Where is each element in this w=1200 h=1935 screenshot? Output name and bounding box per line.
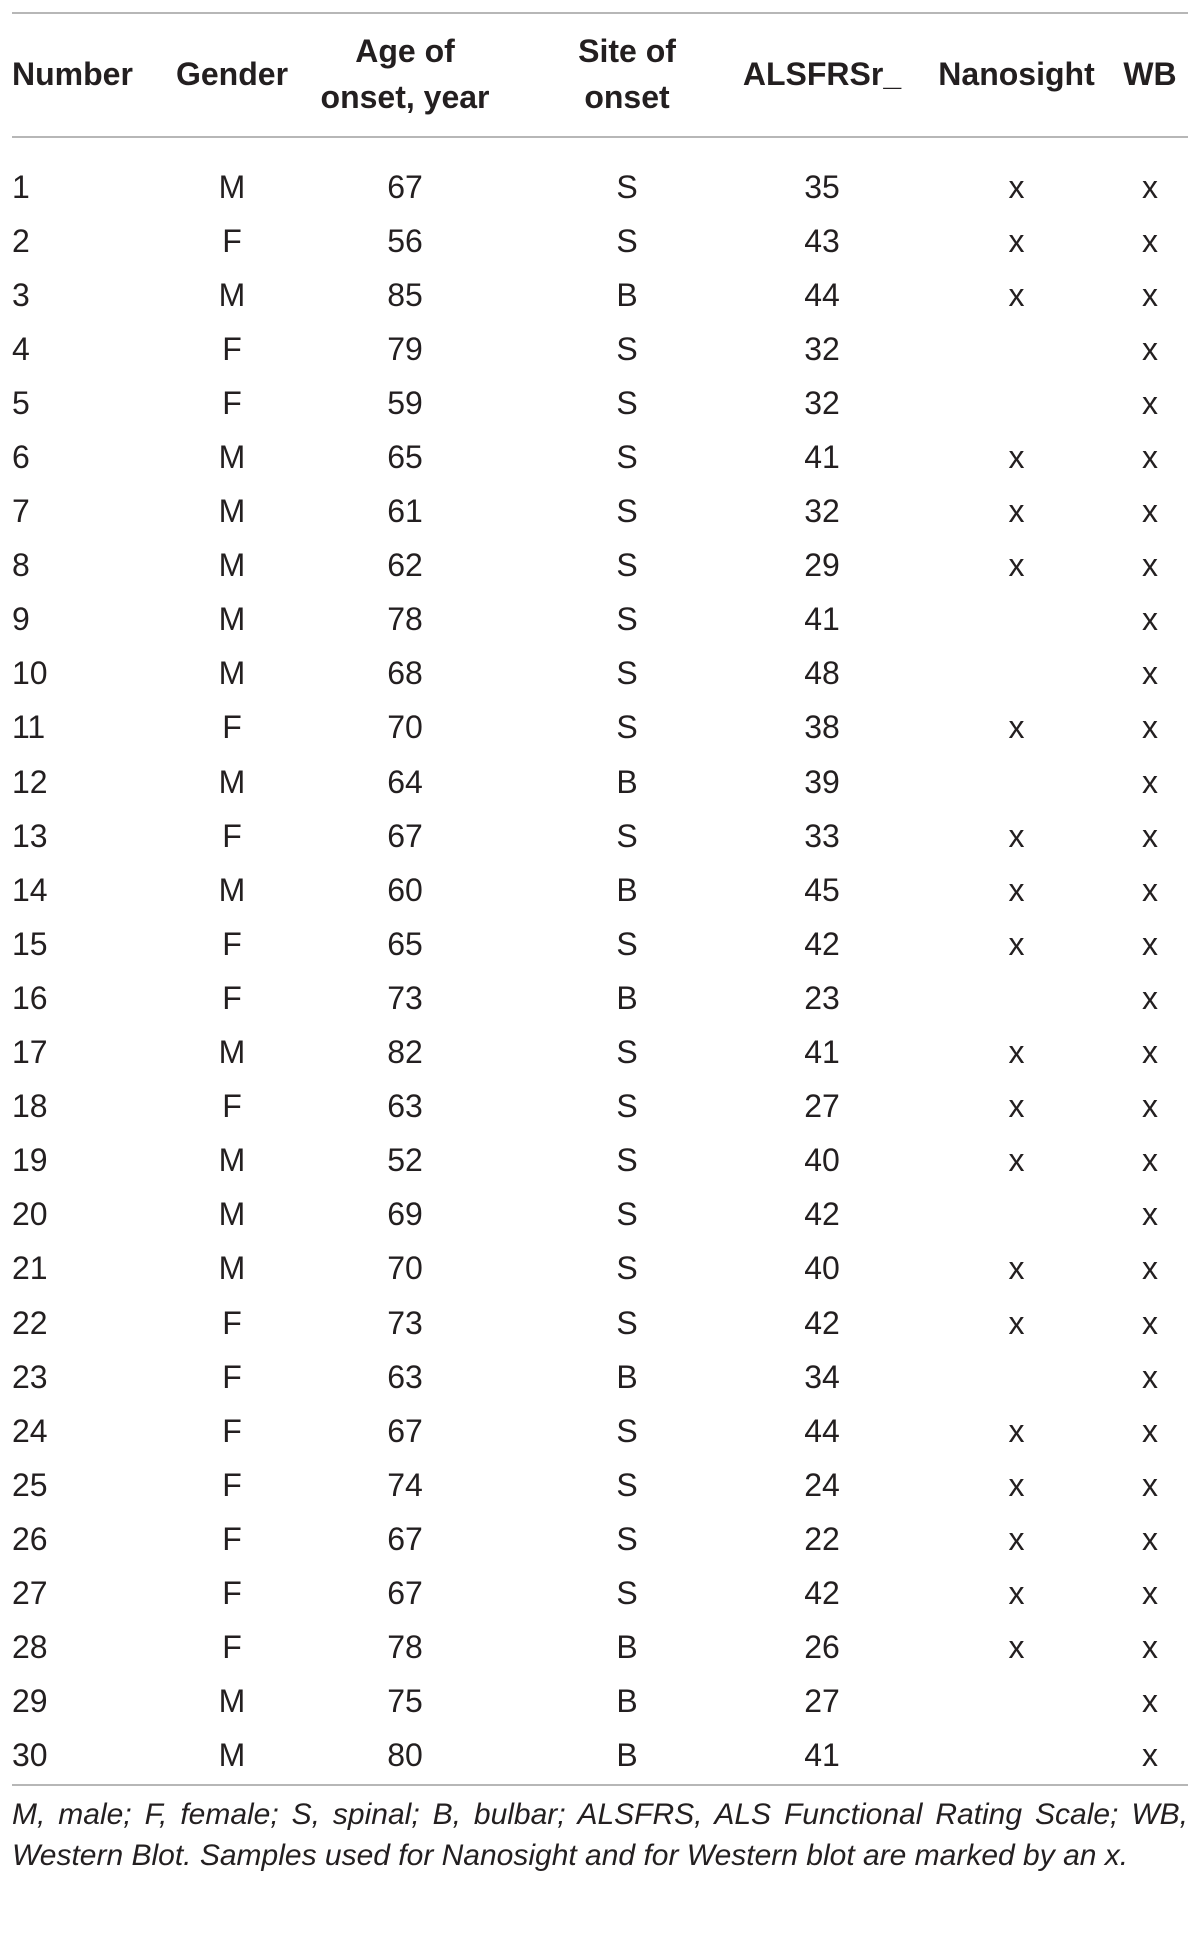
cell-nanosight: x xyxy=(1008,1466,1025,1503)
cell-site-of-onset: B xyxy=(616,1629,638,1666)
cell-site-of-onset: S xyxy=(616,1520,638,1557)
cell-gender: M xyxy=(218,1142,246,1179)
table-row xyxy=(12,1026,1188,1080)
cell-site-of-onset: S xyxy=(616,1088,638,1125)
cell-alsfrs: 42 xyxy=(804,925,840,962)
cell-age-of-onset: 73 xyxy=(387,1304,423,1341)
cell-site-of-onset: S xyxy=(616,601,638,638)
cell-gender: M xyxy=(218,763,246,800)
cell-age-of-onset: 70 xyxy=(387,1250,423,1287)
cell-site-of-onset: B xyxy=(616,276,638,313)
table-row xyxy=(12,376,1188,430)
cell-age-of-onset: 70 xyxy=(387,709,423,746)
cell-nanosight xyxy=(924,593,1109,647)
cell-wb: x xyxy=(1142,1304,1158,1341)
cell-site-of-onset: S xyxy=(616,655,638,692)
cell-alsfrs: 41 xyxy=(804,1034,840,1071)
cell-nanosight: x xyxy=(1008,276,1025,313)
cell-gender: F xyxy=(222,1520,242,1557)
cell-number: 27 xyxy=(12,1574,48,1611)
cell-number: 14 xyxy=(12,871,48,908)
cell-nanosight xyxy=(924,971,1109,1025)
table-row xyxy=(12,322,1188,376)
cell-nanosight: x xyxy=(1008,709,1025,746)
cell-nanosight: x xyxy=(1008,1250,1025,1287)
cell-wb: x xyxy=(1142,601,1158,638)
cell-alsfrs: 40 xyxy=(804,1250,840,1287)
cell-site-of-onset: B xyxy=(616,1683,638,1720)
cell-number: 20 xyxy=(12,1196,48,1233)
cell-wb: x xyxy=(1142,979,1158,1016)
cell-site-of-onset: S xyxy=(616,817,638,854)
table-row xyxy=(12,1675,1188,1729)
table-row xyxy=(12,1080,1188,1134)
table-row xyxy=(12,1621,1188,1675)
cell-gender: M xyxy=(218,601,246,638)
table-body xyxy=(12,160,1188,1783)
cell-alsfrs: 34 xyxy=(804,1358,840,1395)
cell-age-of-onset: 56 xyxy=(387,222,423,259)
cell-number: 22 xyxy=(12,1304,48,1341)
cell-site-of-onset: S xyxy=(616,925,638,962)
cell-site-of-onset: S xyxy=(616,1250,638,1287)
cell-age-of-onset: 78 xyxy=(387,1629,423,1666)
cell-alsfrs: 42 xyxy=(804,1196,840,1233)
cell-nanosight: x xyxy=(1008,925,1025,962)
cell-alsfrs: 39 xyxy=(804,763,840,800)
cell-alsfrs: 40 xyxy=(804,1142,840,1179)
cell-age-of-onset: 60 xyxy=(387,871,423,908)
table-row xyxy=(12,1188,1188,1242)
cell-nanosight: x xyxy=(1008,1520,1025,1557)
cell-wb: x xyxy=(1142,547,1158,584)
cell-wb: x xyxy=(1142,168,1158,205)
cell-site-of-onset: S xyxy=(616,168,638,205)
cell-number: 29 xyxy=(12,1683,48,1720)
cell-site-of-onset: S xyxy=(616,1034,638,1071)
cell-alsfrs: 23 xyxy=(804,979,840,1016)
cell-nanosight: x xyxy=(1008,493,1025,530)
cell-number: 16 xyxy=(12,979,48,1016)
cell-number: 28 xyxy=(12,1629,48,1666)
cell-gender: F xyxy=(222,222,242,259)
table-row xyxy=(12,160,1188,214)
cell-wb: x xyxy=(1142,1683,1158,1720)
cell-gender: M xyxy=(218,1250,246,1287)
cell-nanosight xyxy=(924,1675,1109,1729)
cell-gender: F xyxy=(222,330,242,367)
cell-alsfrs: 38 xyxy=(804,709,840,746)
cell-nanosight xyxy=(924,322,1109,376)
cell-age-of-onset: 63 xyxy=(387,1358,423,1395)
cell-number: 13 xyxy=(12,817,48,854)
cell-wb: x xyxy=(1142,1196,1158,1233)
cell-number: 19 xyxy=(12,1142,48,1179)
cell-nanosight xyxy=(924,1729,1109,1783)
cell-alsfrs: 22 xyxy=(804,1520,840,1557)
table-bottom-rule xyxy=(12,1784,1188,1786)
cell-alsfrs: 45 xyxy=(804,871,840,908)
cell-age-of-onset: 67 xyxy=(387,817,423,854)
cell-site-of-onset: S xyxy=(616,330,638,367)
cell-age-of-onset: 69 xyxy=(387,1196,423,1233)
cell-wb: x xyxy=(1142,493,1158,530)
table-row xyxy=(12,1404,1188,1458)
cell-number: 23 xyxy=(12,1358,48,1395)
cell-gender: F xyxy=(222,384,242,421)
cell-site-of-onset: B xyxy=(616,1737,638,1774)
table-row xyxy=(12,485,1188,539)
cell-nanosight xyxy=(924,1188,1109,1242)
header-nanosight: Nanosight xyxy=(938,56,1095,92)
cell-gender: M xyxy=(218,168,246,205)
table-row xyxy=(12,971,1188,1025)
cell-wb: x xyxy=(1142,1412,1158,1449)
table-row xyxy=(12,1350,1188,1404)
cell-alsfrs: 32 xyxy=(804,493,840,530)
cell-site-of-onset: B xyxy=(616,871,638,908)
cell-nanosight: x xyxy=(1008,168,1025,205)
cell-site-of-onset: S xyxy=(616,222,638,259)
cell-site-of-onset: S xyxy=(616,547,638,584)
cell-number: 26 xyxy=(12,1520,48,1557)
cell-age-of-onset: 68 xyxy=(387,655,423,692)
cell-gender: M xyxy=(218,1683,246,1720)
cell-alsfrs: 32 xyxy=(804,384,840,421)
cell-number: 9 xyxy=(12,601,30,638)
cell-age-of-onset: 67 xyxy=(387,1520,423,1557)
table-row xyxy=(12,1566,1188,1620)
cell-gender: M xyxy=(218,547,246,584)
cell-number: 8 xyxy=(12,547,30,584)
cell-alsfrs: 32 xyxy=(804,330,840,367)
cell-wb: x xyxy=(1142,763,1158,800)
cell-age-of-onset: 74 xyxy=(387,1466,423,1503)
table-row xyxy=(12,917,1188,971)
cell-number: 10 xyxy=(12,655,48,692)
table-row xyxy=(12,1242,1188,1296)
cell-gender: F xyxy=(222,979,242,1016)
table-row xyxy=(12,1512,1188,1566)
cell-gender: M xyxy=(218,276,246,313)
header-number: Number xyxy=(12,56,133,92)
cell-alsfrs: 35 xyxy=(804,168,840,205)
cell-gender: F xyxy=(222,925,242,962)
cell-age-of-onset: 67 xyxy=(387,1574,423,1611)
cell-site-of-onset: S xyxy=(616,493,638,530)
cell-nanosight: x xyxy=(1008,222,1025,259)
table-row xyxy=(12,701,1188,755)
table-row xyxy=(12,863,1188,917)
cell-age-of-onset: 63 xyxy=(387,1088,423,1125)
header-age-of-onset: Age of onset, year xyxy=(320,33,490,115)
header-gender: Gender xyxy=(175,56,289,92)
table-row xyxy=(12,809,1188,863)
header-wb: WB xyxy=(1123,56,1177,92)
cell-gender: F xyxy=(222,1574,242,1611)
cell-number: 6 xyxy=(12,439,30,476)
table-row xyxy=(12,755,1188,809)
cell-number: 11 xyxy=(12,709,46,746)
cell-age-of-onset: 75 xyxy=(387,1683,423,1720)
cell-number: 3 xyxy=(12,276,30,313)
table-row xyxy=(12,268,1188,322)
table-row xyxy=(12,1296,1188,1350)
cell-wb: x xyxy=(1142,1574,1158,1611)
cell-alsfrs: 44 xyxy=(804,1412,840,1449)
cell-wb: x xyxy=(1142,1737,1158,1774)
cell-alsfrs: 44 xyxy=(804,276,840,313)
cell-site-of-onset: S xyxy=(616,709,638,746)
table-row xyxy=(12,593,1188,647)
cell-alsfrs: 42 xyxy=(804,1304,840,1341)
table-row xyxy=(12,1458,1188,1512)
cell-gender: M xyxy=(218,655,246,692)
cell-alsfrs: 41 xyxy=(804,1737,840,1774)
cell-gender: M xyxy=(218,871,246,908)
cell-number: 30 xyxy=(12,1737,48,1774)
cell-nanosight xyxy=(924,376,1109,430)
cell-site-of-onset: S xyxy=(616,1142,638,1179)
cell-wb: x xyxy=(1142,330,1158,367)
cell-nanosight: x xyxy=(1008,1088,1025,1125)
cell-age-of-onset: 67 xyxy=(387,1412,423,1449)
cell-nanosight xyxy=(924,647,1109,701)
cell-site-of-onset: S xyxy=(616,1196,638,1233)
cell-number: 7 xyxy=(12,493,30,530)
cell-wb: x xyxy=(1142,1520,1158,1557)
cell-nanosight xyxy=(924,1350,1109,1404)
cell-number: 12 xyxy=(12,763,48,800)
cell-wb: x xyxy=(1142,439,1158,476)
cell-alsfrs: 27 xyxy=(804,1088,840,1125)
cell-age-of-onset: 85 xyxy=(387,276,423,313)
cell-wb: x xyxy=(1142,817,1158,854)
cell-wb: x xyxy=(1142,384,1158,421)
cell-alsfrs: 42 xyxy=(804,1574,840,1611)
cell-number: 2 xyxy=(12,222,30,259)
cell-age-of-onset: 64 xyxy=(387,763,423,800)
cell-wb: x xyxy=(1142,1142,1158,1179)
cell-site-of-onset: B xyxy=(616,763,638,800)
cell-number: 24 xyxy=(12,1412,48,1449)
cell-age-of-onset: 52 xyxy=(387,1142,423,1179)
cell-gender: F xyxy=(222,1358,242,1395)
cell-age-of-onset: 67 xyxy=(387,168,423,205)
cell-gender: F xyxy=(222,1629,242,1666)
cell-wb: x xyxy=(1142,1358,1158,1395)
cell-nanosight: x xyxy=(1008,817,1025,854)
cell-number: 25 xyxy=(12,1466,48,1503)
cell-wb: x xyxy=(1142,222,1158,259)
table-header-rule xyxy=(12,136,1188,138)
cell-gender: F xyxy=(222,709,242,746)
table-row xyxy=(12,647,1188,701)
cell-number: 18 xyxy=(12,1088,48,1125)
cell-site-of-onset: S xyxy=(616,1466,638,1503)
cell-gender: M xyxy=(218,1737,246,1774)
cell-wb: x xyxy=(1142,871,1158,908)
cell-number: 21 xyxy=(12,1250,48,1287)
cell-gender: F xyxy=(222,817,242,854)
cell-gender: F xyxy=(222,1088,242,1125)
cell-site-of-onset: S xyxy=(616,1574,638,1611)
cell-gender: F xyxy=(222,1304,242,1341)
cell-number: 1 xyxy=(12,168,30,205)
table-header-row xyxy=(12,12,1188,136)
cell-age-of-onset: 65 xyxy=(387,439,423,476)
cell-site-of-onset: S xyxy=(616,1412,638,1449)
header-site-of-onset: Site of onset xyxy=(578,33,676,115)
cell-alsfrs: 43 xyxy=(804,222,840,259)
cell-nanosight: x xyxy=(1008,1412,1025,1449)
cell-nanosight: x xyxy=(1008,871,1025,908)
cell-nanosight: x xyxy=(1008,1574,1025,1611)
cell-wb: x xyxy=(1142,1034,1158,1071)
cell-age-of-onset: 62 xyxy=(387,547,423,584)
cell-site-of-onset: B xyxy=(616,979,638,1016)
cell-age-of-onset: 73 xyxy=(387,979,423,1016)
cell-nanosight: x xyxy=(1008,1142,1025,1179)
cell-wb: x xyxy=(1142,709,1158,746)
cell-age-of-onset: 80 xyxy=(387,1737,423,1774)
cell-site-of-onset: S xyxy=(616,384,638,421)
cell-number: 4 xyxy=(12,330,30,367)
cell-alsfrs: 26 xyxy=(804,1629,840,1666)
cell-number: 5 xyxy=(12,384,30,421)
cell-wb: x xyxy=(1142,276,1158,313)
cell-site-of-onset: S xyxy=(616,439,638,476)
cell-gender: M xyxy=(218,439,246,476)
cell-alsfrs: 27 xyxy=(804,1683,840,1720)
cell-wb: x xyxy=(1142,1088,1158,1125)
table-footnote: M, male; F, female; S, spinal; B, bulbar; ALSFRS, ALS Functional Rating Scale; WB, Western Blot. Samples used for Nanosight and for Western blot are marked by an x. xyxy=(12,1798,1188,1872)
cell-nanosight: x xyxy=(1008,1034,1025,1071)
cell-wb: x xyxy=(1142,1466,1158,1503)
cell-alsfrs: 41 xyxy=(804,601,840,638)
cell-alsfrs: 33 xyxy=(804,817,840,854)
cell-nanosight: x xyxy=(1008,439,1025,476)
cell-gender: F xyxy=(222,1412,242,1449)
cell-alsfrs: 29 xyxy=(804,547,840,584)
cell-nanosight: x xyxy=(1008,1629,1025,1666)
cell-gender: M xyxy=(218,493,246,530)
cell-wb: x xyxy=(1142,1250,1158,1287)
cell-alsfrs: 48 xyxy=(804,655,840,692)
cell-age-of-onset: 79 xyxy=(387,330,423,367)
cell-gender: M xyxy=(218,1034,246,1071)
cell-age-of-onset: 59 xyxy=(387,384,423,421)
cell-nanosight xyxy=(924,755,1109,809)
cell-site-of-onset: S xyxy=(616,1304,638,1341)
table-row xyxy=(12,430,1188,484)
cell-number: 15 xyxy=(12,925,48,962)
cell-age-of-onset: 82 xyxy=(387,1034,423,1071)
table-row xyxy=(12,1729,1188,1783)
header-alsfrs: ALSFRSr_ xyxy=(742,56,902,92)
cell-wb: x xyxy=(1142,655,1158,692)
table-row xyxy=(12,539,1188,593)
table-row xyxy=(12,1134,1188,1188)
cell-alsfrs: 24 xyxy=(804,1466,840,1503)
cell-site-of-onset: B xyxy=(616,1358,638,1395)
cell-number: 17 xyxy=(12,1034,48,1071)
cell-wb: x xyxy=(1142,925,1158,962)
cell-gender: F xyxy=(222,1466,242,1503)
cell-age-of-onset: 78 xyxy=(387,601,423,638)
cell-gender: M xyxy=(218,1196,246,1233)
cell-wb: x xyxy=(1142,1629,1158,1666)
cell-alsfrs: 41 xyxy=(804,439,840,476)
cell-age-of-onset: 61 xyxy=(387,493,423,530)
cell-nanosight: x xyxy=(1008,547,1025,584)
table-row xyxy=(12,214,1188,268)
cell-age-of-onset: 65 xyxy=(387,925,423,962)
cell-nanosight: x xyxy=(1008,1304,1025,1341)
